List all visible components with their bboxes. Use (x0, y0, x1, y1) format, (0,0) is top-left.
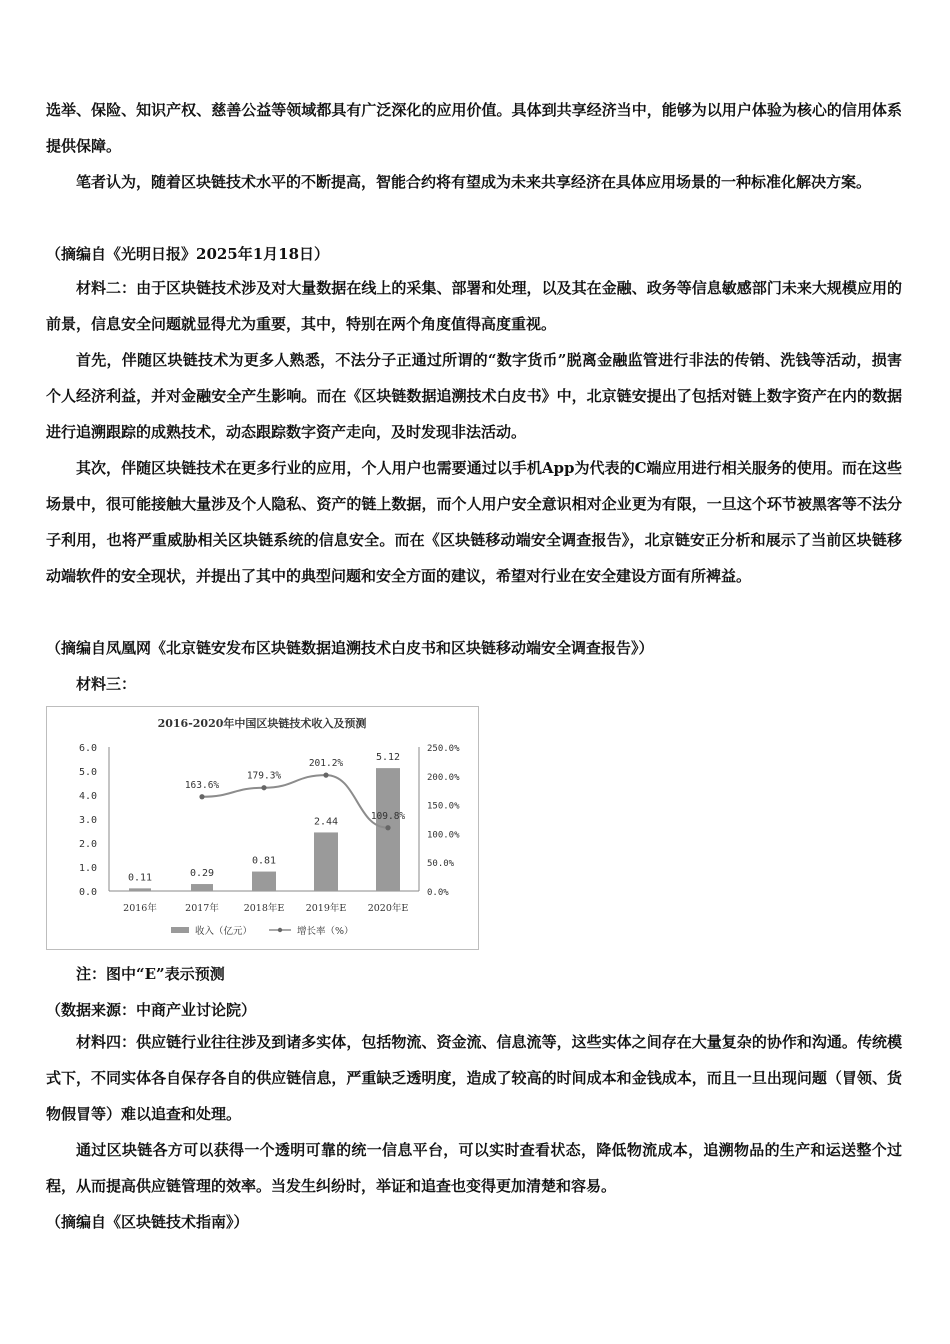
left-axis (79, 743, 109, 898)
legend-bar-label: 收入（亿元） (195, 926, 253, 937)
growth-rate-label: 109.8% (370, 810, 406, 822)
chart-title: 2016-2020年中国区块链技术收入及预测 (157, 717, 367, 730)
right-axis (109, 744, 460, 898)
source-3: （数据来源：中商产业讨论院） (46, 1001, 257, 1019)
left-tick-label: 5.0 (78, 767, 97, 778)
paragraph-5: 其次，伴随区块链技术在更多行业的应用，个人用户也需要通过以手机App为代表的C端应用进行相关服务的使用。而在这些场景中，很可能接触大量涉及个人隐私、资产的链上数据，而个人用户安全意识相对企业更为有限，一旦这个环节被黑客等不法分子利用，也将严重威胁相关区块链系统的信息安全。而在《区块链移动端安全调查报告》，北京链安正分析和展示了当前区块链移动端软件的安全现状，并提出了其中的典型问题和安全方面的建议，希望对行业在安全建设方面有所裨益。 (46, 459, 902, 585)
revenue-bar (191, 884, 213, 891)
left-tick-label: 1.0 (78, 863, 97, 874)
x-tick-label: 2019年E (305, 903, 347, 914)
material-2: 材料二：由于区块链技术涉及对大量数据在线上的采集、部署和处理，以及其在金融、政务等信息敏感部门未来大规模应用的前景，信息安全问题就显得尤为重要，其中，特别在两个角度值得高度重视。 (46, 279, 902, 333)
x-tick-label: 2018年E (243, 903, 285, 914)
left-tick-label: 6.0 (78, 743, 97, 754)
growth-rate-label: 163.6% (184, 779, 220, 791)
growth-rate-label: 201.2% (308, 758, 344, 770)
legend-line-marker (278, 928, 282, 932)
right-tick-label: 200.0% (427, 772, 460, 783)
chart-legend (171, 925, 354, 937)
x-tick-labels (123, 902, 408, 914)
revenue-bar (314, 832, 338, 891)
x-tick-label: 2016年 (123, 903, 157, 914)
revenue-bar-label: 2.44 (313, 816, 339, 828)
growth-rate-line (202, 775, 388, 828)
paragraph-4: 首先，伴随区块链技术为更多人熟悉，不法分子正通过所谓的“数字货币”脱离金融监管进行非法的传销、洗钱等活动，损害个人经济利益，并对金融安全产生影响。而在《区块链数据追溯技术白皮书》中，北京链安提出了包括对链上数字资产在内的数据进行追溯跟踪的成熟技术，动态跟踪数字资产走向，及时发现非法活动。 (46, 351, 902, 441)
right-tick-label: 100.0% (427, 830, 460, 841)
right-tick-label: 250.0% (427, 744, 460, 754)
chart-canvas (47, 707, 478, 949)
revenue-bar-label: 0.11 (127, 872, 153, 884)
revenue-bar (129, 888, 151, 891)
material-4: 材料四：供应链行业往往涉及到诸多实体，包括物流、资金流、信息流等，这些实体之间存在大量复杂的协作和沟通。传统模式下，不同实体各自保存各自的供应链信息，严重缺乏透明度，造成了较高的时间成本和金钱成本，而且一旦出现问题（冒领、货物假冒等）难以追查和处理。 (46, 1033, 902, 1123)
right-tick-label: 0.0% (427, 888, 449, 898)
legend-bar-swatch (171, 927, 189, 933)
paragraph-2: 笔者认为，随着区块链技术水平的不断提高，智能合约将有望成为未来共享经济在具体应用场景的一种标准化解决方案。 (76, 173, 872, 191)
x-tick-label: 2020年E (367, 903, 409, 914)
chart-note: 注：图中“E”表示预测 (76, 965, 225, 983)
left-tick-label: 2.0 (78, 839, 97, 850)
paragraph-7: 通过区块链各方可以获得一个透明可靠的统一信息平台，可以实时查看状态，降低物流成本，追溯物品的生产和运送整个过程，从而提高供应链管理的效率。当发生纠纷时，举证和追查也变得更加清楚和容易。 (46, 1141, 902, 1195)
material-3-label: 材料三： (76, 675, 137, 693)
growth-line-group (185, 758, 406, 830)
source-1: （摘编自《光明日报》2025年1月18日） (46, 245, 330, 263)
revenue-bar-label: 0.29 (189, 868, 215, 880)
source-4: （摘编自《区块链技术指南》） (46, 1213, 249, 1231)
growth-rate-point (323, 773, 328, 778)
paragraph-1: 选举、保险、知识产权、慈善公益等领域都具有广泛深化的应用价值。具体到共享经济当中，能够为以用户体验为核心的信用体系提供保障。 (46, 101, 902, 155)
growth-rate-point (199, 794, 204, 799)
revenue-bar-label: 0.81 (251, 855, 277, 867)
x-tick-label: 2017年 (185, 903, 219, 914)
revenue-bar-label: 5.12 (375, 752, 401, 764)
left-tick-label: 3.0 (78, 815, 97, 826)
growth-rate-point (261, 785, 266, 790)
left-tick-label: 4.0 (78, 791, 97, 802)
source-2: （摘编自凤凰网《北京链安发布区块链数据追溯技术白皮书和区块链移动端安全调查报告》） (46, 639, 654, 657)
left-tick-label: 0.0 (78, 887, 97, 898)
right-tick-label: 150.0% (427, 801, 460, 812)
growth-rate-label: 179.3% (246, 770, 282, 782)
right-tick-label: 50.0% (427, 859, 455, 870)
revenue-bar (252, 872, 276, 891)
revenue-chart (46, 706, 479, 950)
legend-line-label: 增长率（%） (297, 926, 354, 937)
growth-rate-point (385, 825, 390, 830)
